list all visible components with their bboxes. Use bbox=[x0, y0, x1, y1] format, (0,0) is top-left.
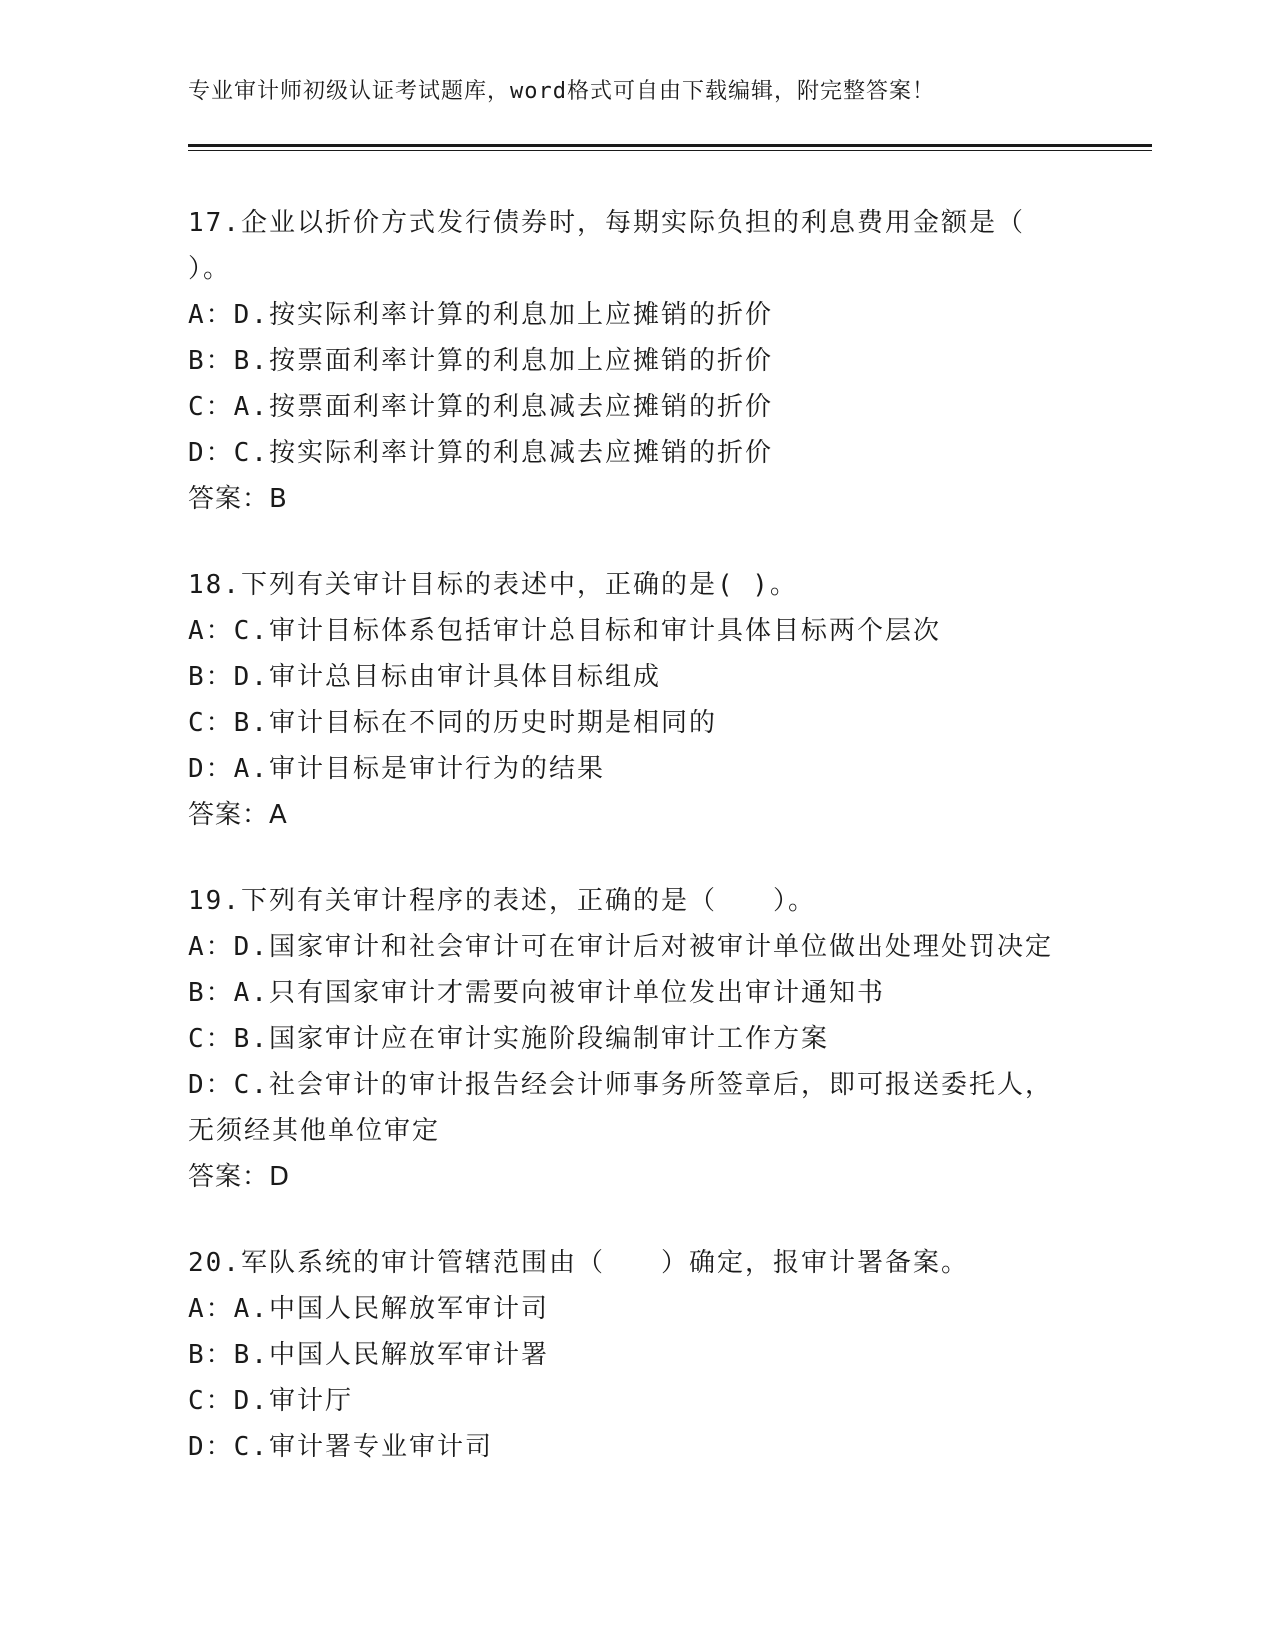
option-a: A：D.国家审计和社会审计可在审计后对被审计单位做出处理处罚决定 bbox=[188, 932, 1053, 962]
question-17 bbox=[188, 200, 1088, 522]
option-b: B：B.按票面利率计算的利息加上应摊销的折价 bbox=[188, 346, 773, 376]
option-c: C：B.审计目标在不同的历史时期是相同的 bbox=[188, 708, 717, 738]
option-b: B：B.中国人民解放军审计署 bbox=[188, 1340, 549, 1370]
question-stem: 19.下列有关审计程序的表述，正确的是（ ）。 bbox=[188, 886, 816, 916]
question-stem: 20.军队系统的审计管辖范围由（ ）确定，报审计署备案。 bbox=[188, 1248, 969, 1278]
option-c: C：B.国家审计应在审计实施阶段编制审计工作方案 bbox=[188, 1024, 829, 1054]
question-list bbox=[188, 200, 1088, 1510]
option-c: C：A.按票面利率计算的利息减去应摊销的折价 bbox=[188, 392, 773, 422]
header-rule-thin bbox=[188, 150, 1152, 151]
answer: 答案：B bbox=[188, 484, 288, 514]
option-d: D：C.审计署专业审计司 bbox=[188, 1432, 493, 1462]
option-d-continued: 无须经其他单位审定 bbox=[188, 1116, 441, 1146]
answer: 答案：A bbox=[188, 800, 288, 830]
option-c: C：D.审计厅 bbox=[188, 1386, 353, 1416]
option-b: B：D.审计总目标由审计具体目标组成 bbox=[188, 662, 661, 692]
option-d: D：C.按实际利率计算的利息减去应摊销的折价 bbox=[188, 438, 773, 468]
option-a: A：D.按实际利率计算的利息加上应摊销的折价 bbox=[188, 300, 773, 330]
option-b: B：A.只有国家审计才需要向被审计单位发出审计通知书 bbox=[188, 978, 885, 1008]
option-a: A：A.中国人民解放军审计司 bbox=[188, 1294, 549, 1324]
question-stem: 17.企业以折价方式发行债券时，每期实际负担的利息费用金额是（ bbox=[188, 208, 1025, 238]
question-20 bbox=[188, 1240, 1088, 1470]
option-a: A：C.审计目标体系包括审计总目标和审计具体目标两个层次 bbox=[188, 616, 941, 646]
header-rule-thick bbox=[188, 144, 1152, 147]
page-header: 专业审计师初级认证考试题库，word格式可自由下载编辑，附完整答案！ bbox=[188, 79, 935, 104]
question-stem-continued: ）。 bbox=[188, 254, 232, 284]
option-d: D：A.审计目标是审计行为的结果 bbox=[188, 754, 605, 784]
question-stem: 18.下列有关审计目标的表述中，正确的是( )。 bbox=[188, 570, 798, 600]
option-d: D：C.社会审计的审计报告经会计师事务所签章后，即可报送委托人， bbox=[188, 1070, 1053, 1100]
question-19 bbox=[188, 878, 1088, 1200]
answer: 答案：D bbox=[188, 1162, 291, 1192]
question-18 bbox=[188, 562, 1088, 838]
